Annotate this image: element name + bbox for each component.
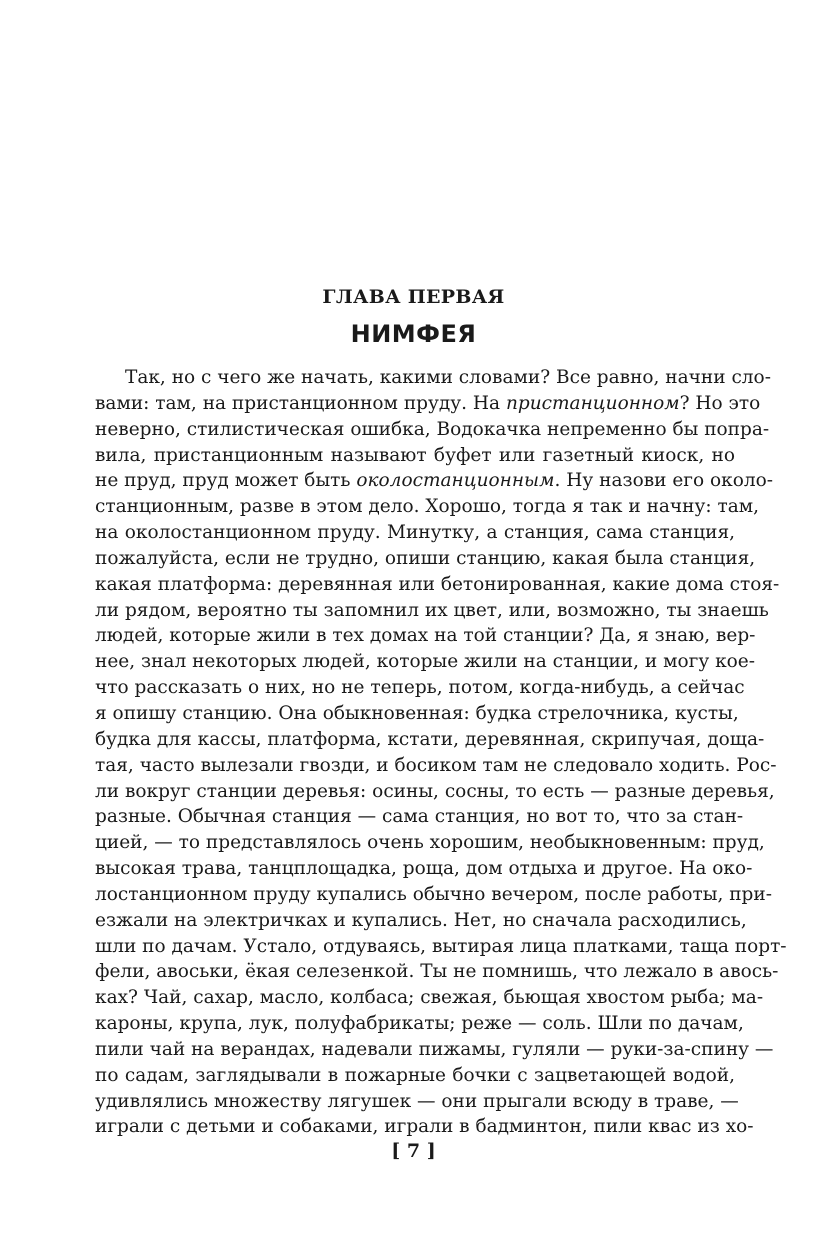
text-line: какая платформа: деревянная или бетонированная, какие дома стоя- (95, 573, 780, 595)
text-line: разные. Обычная станция — сама станция, но вот то, что за стан- (95, 806, 744, 828)
text-line: ли рядом, вероятно ты запомнил их цвет, или, возможно, ты знаешь (95, 599, 769, 621)
text-line: езжали на электричках и купались. Нет, но сначала расходились, (95, 909, 747, 931)
text-line: людей, которые жили в тех домах на той станции? Да, я знаю, вер- (95, 625, 756, 647)
text-line: пожалуйста, если не трудно, опиши станцию, какая была станция, (95, 547, 756, 569)
text-line: цией, — то представлялось очень хорошим, необыкновенным: пруд, (95, 832, 765, 854)
text-line: Так, но с чего же начать, какими словами? Все равно, начни сло- (125, 367, 771, 388)
text-line: на околостанционном пруду. Минутку, а станция, сама станция, (95, 522, 735, 544)
text-line: лостанционном пруду купались обычно вечером, после работы, при- (95, 883, 772, 905)
text-line: удивлялись множеству лягушек — они прыгали всюду в траве, — (95, 1090, 739, 1112)
page-number: [ 7 ] (391, 1140, 436, 1162)
text-line: ках? Чай, сахар, масло, колбаса; свежая, бьющая хвостом рыба; ма- (95, 987, 764, 1009)
text-line: что рассказать о них, но не теперь, потом, когда-нибудь, а сейчас (95, 677, 745, 699)
text-line: неверно, стилистическая ошибка, Водокачка непременно бы попра- (95, 418, 770, 440)
text-line: тая, часто вылезали гвозди, и босиком там не следовало ходить. Рос- (95, 754, 777, 776)
body-text (95, 365, 787, 1140)
text-line: не пруд, пруд может быть околостанционным. Ну назови его около- (95, 470, 773, 492)
text-line: станционным, разве в этом дело. Хорошо, тогда я так и начну: там, (95, 496, 760, 518)
text-line: нее, знал некоторых людей, которые жили на станции, и могу кое- (95, 651, 755, 673)
text-line: кароны, крупа, лук, полуфабрикаты; реже — соль. Шли по дачам, (95, 1013, 744, 1035)
chapter-label: ГЛАВА ПЕРВАЯ (322, 286, 505, 308)
chapter-title: НИМФЕЯ (350, 320, 477, 348)
text-line: по садам, заглядывали в пожарные бочки с зацветающей водой, (95, 1064, 735, 1086)
text-line: ли вокруг станции деревья: осины, сосны, то есть — разные деревья, (95, 780, 775, 802)
text-line: играли с детьми и собаками, играли в бадминтон, пили квас из хо- (95, 1116, 754, 1138)
text-line: вами: там, на пристанционном пруду. На пристанционном? Но это (95, 392, 761, 414)
text-line: я опишу станцию. Она обыкновенная: будка стрелочника, кусты, (95, 702, 739, 724)
text-line: вила, пристанционным называют буфет или газетный киоск, но (95, 444, 735, 466)
text-line: фели, авоськи, ёкая селезенкой. Ты не помнишь, что лежало в авось- (95, 961, 779, 983)
text-line: пили чай на верандах, надевали пижамы, гуляли — руки-за-спину — (95, 1038, 774, 1060)
text-line: шли по дачам. Устало, отдуваясь, вытирая лица платками, таща порт- (95, 935, 787, 957)
text-line: высокая трава, танцплощадка, роща, дом отдыха и другое. На око- (95, 858, 753, 880)
text-line: будка для кассы, платформа, кстати, деревянная, скрипучая, доща- (95, 728, 765, 750)
